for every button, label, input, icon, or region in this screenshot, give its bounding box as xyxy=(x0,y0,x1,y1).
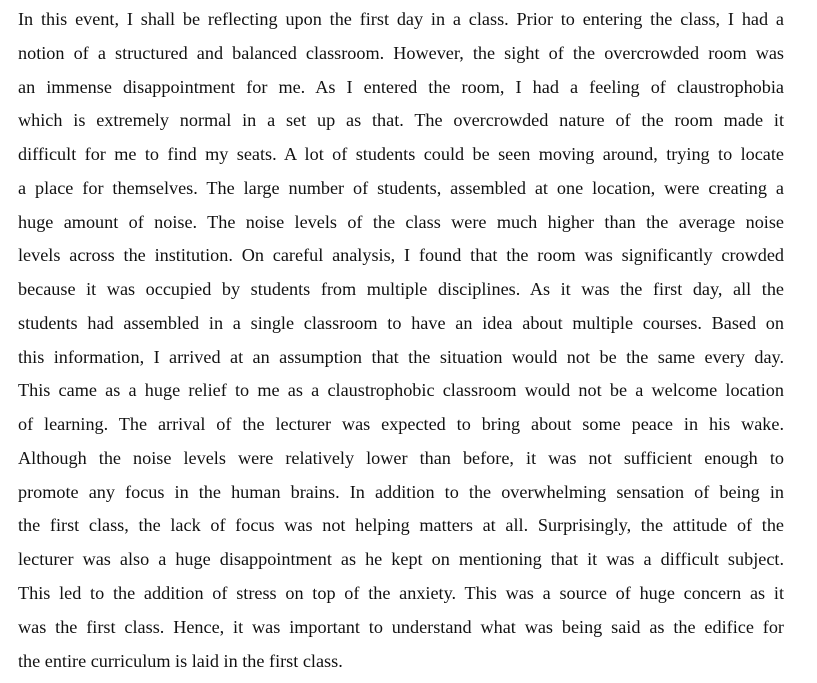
paragraph-line-12: This came as a huge relief to me as a claustrophobic classroom would not be a welcome location xyxy=(18,380,784,401)
paragraph-line-17: lecturer was also a huge disappointment as he kept on mentioning that it was a difficult subject. xyxy=(18,549,784,570)
paragraph-line-19: was the first class. Hence, it was important to understand what was being said as the edifice for xyxy=(18,616,784,637)
paragraph-line-20: the entire curriculum is laid in the first class. xyxy=(18,650,343,671)
paragraph-line-6: a place for themselves. The large number of students, assembled at one location, were creating a xyxy=(18,177,784,198)
paragraph-line-2: notion of a structured and balanced classroom. However, the sight of the overcrowded room was xyxy=(18,42,784,63)
paragraph-line-18: This led to the addition of stress on top of the anxiety. This was a source of huge concern as it xyxy=(18,583,784,604)
paragraph-line-4: which is extremely normal in a set up as that. The overcrowded nature of the room made it xyxy=(18,110,784,131)
reflection-paragraph xyxy=(18,3,784,678)
paragraph-line-3: an immense disappointment for me. As I entered the room, I had a feeling of claustrophobia xyxy=(18,76,784,97)
paragraph-line-8: levels across the institution. On careful analysis, I found that the room was significantly crowded xyxy=(18,245,784,266)
paragraph-line-10: students had assembled in a single classroom to have an idea about multiple courses. Based on xyxy=(18,312,784,333)
paragraph-line-7: huge amount of noise. The noise levels of the class were much higher than the average noise xyxy=(18,211,784,232)
paragraph-line-5: difficult for me to find my seats. A lot of students could be seen moving around, trying to locate xyxy=(18,144,784,165)
paragraph-line-1: In this event, I shall be reflecting upon the first day in a class. Prior to entering the class, I had a xyxy=(18,9,784,29)
paragraph-line-15: promote any focus in the human brains. In addition to the overwhelming sensation of being in xyxy=(18,481,784,502)
paragraph-line-14: Although the noise levels were relatively lower than before, it was not sufficient enough to xyxy=(18,447,784,468)
paragraph-line-13: of learning. The arrival of the lecturer was expected to bring about some peace in his wake. xyxy=(18,414,784,435)
paragraph-line-16: the first class, the lack of focus was not helping matters at all. Surprisingly, the attitude of the xyxy=(18,515,784,536)
paragraph-line-11: this information, I arrived at an assumption that the situation would not be the same every day. xyxy=(18,346,784,367)
paragraph-line-9: because it was occupied by students from multiple disciplines. As it was the first day, all the xyxy=(18,279,784,300)
